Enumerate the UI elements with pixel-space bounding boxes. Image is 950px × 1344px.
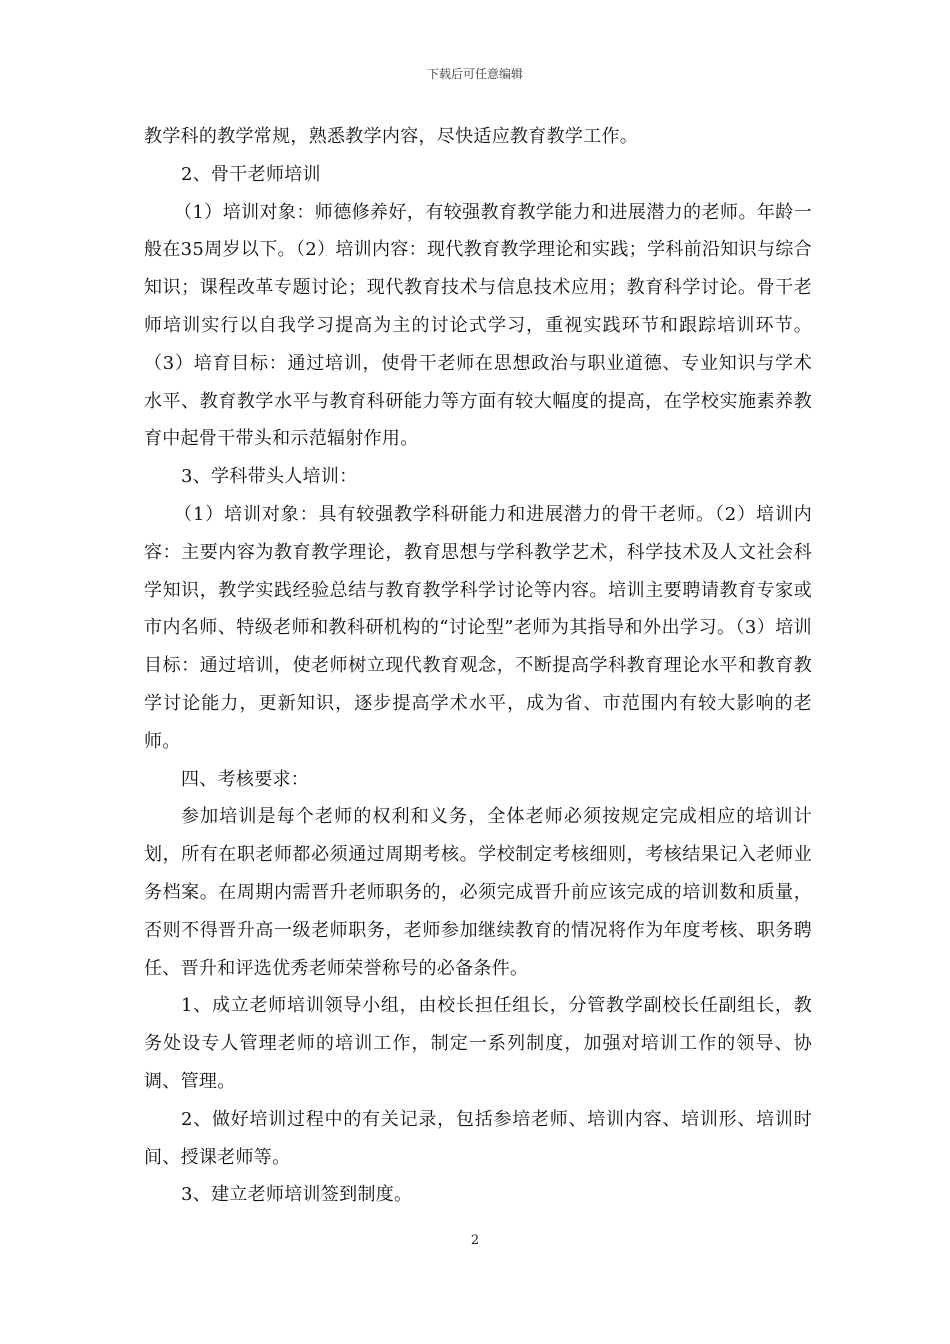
heading-assessment-requirements: 四、考核要求：: [181, 768, 310, 790]
paragraph-backbone-teacher-details: （1）培训对象：师德修养好，有较强教育教学能力和进展潜力的老师。年龄一般在35周岁以下。（2）培训内容：现代教育教学理论和实践；学科前沿知识与综合知识；课程改革专题讨论；现代教育技术与信息技术应用；教育科学讨论。骨干老师培训实行以自我学习提高为主的讨论式学习，重视实践环节和跟踪培训环节。（3）培育目标：通过培训，使骨干老师在思想政治与职业道德、专业知识与学术水平、教育教学水平与教育科研能力等方面有较大幅度的提高，在学校实施素养教育中起骨干带头和示范辐射作用。: [144, 201, 812, 450]
paragraph-continuation: 教学科的教学常规，熟悉教学内容，尽快适应教育教学工作。: [144, 126, 639, 147]
heading-subject-leader-training: 3、学科带头人培训：: [181, 466, 358, 488]
heading-backbone-teacher-training: 2、骨干老师培训: [181, 163, 321, 185]
paragraph-item-2-training-records: 2、做好培训过程中的有关记录，包括参培老师、培训内容、培训形、培训时间、授课老师等。: [144, 1108, 812, 1168]
paragraph-assessment-details: 参加培训是每个老师的权利和义务，全体老师必须按规定完成相应的培训计划，所有在职老师都必须通过周期考核。学校制定考核细则，考核结果记入老师业务档案。在周期内需晋升老师职务的，必须完成晋升前应该完成的培训数和质量，否则不得晋升高一级老师职务，老师参加继续教育的情况将作为年度考核、职务聘任、晋升和评选优秀老师荣誉称号的必备条件。: [144, 806, 812, 979]
paragraph-item-3-sign-in-system: 3、建立老师培训签到制度。: [181, 1184, 413, 1206]
paragraph-subject-leader-details: （1）培训对象：具有较强教学科研能力和进展潜力的骨干老师。（2）培训内容：主要内容为教育教学理论，教育思想与学科教学艺术，科学技术及人文社会科学知识，教学实践经验总结与教育教学科学讨论等内容。培训主要聘请教育专家或市内名师、特级老师和教科研机构的“讨论型”老师为其指导和外出学习。（3）培训目标：通过培训，使老师树立现代教育观念，不断提高学科教育理论水平和教育教学讨论能力，更新知识，逐步提高学术水平，成为省、市范围内有较大影响的老师。: [144, 503, 812, 752]
page-header: 下载后可任意编辑: [426, 67, 523, 81]
document-body: [144, 118, 812, 1214]
page-number: 2: [470, 1233, 480, 1248]
paragraph-item-1-leadership-group: 1、成立老师培训领导小组，由校长担任组长，分管教学副校长任副组长，教务处设专人管理老师的培训工作，制定一系列制度，加强对培训工作的领导、协调、管理。: [144, 995, 812, 1092]
